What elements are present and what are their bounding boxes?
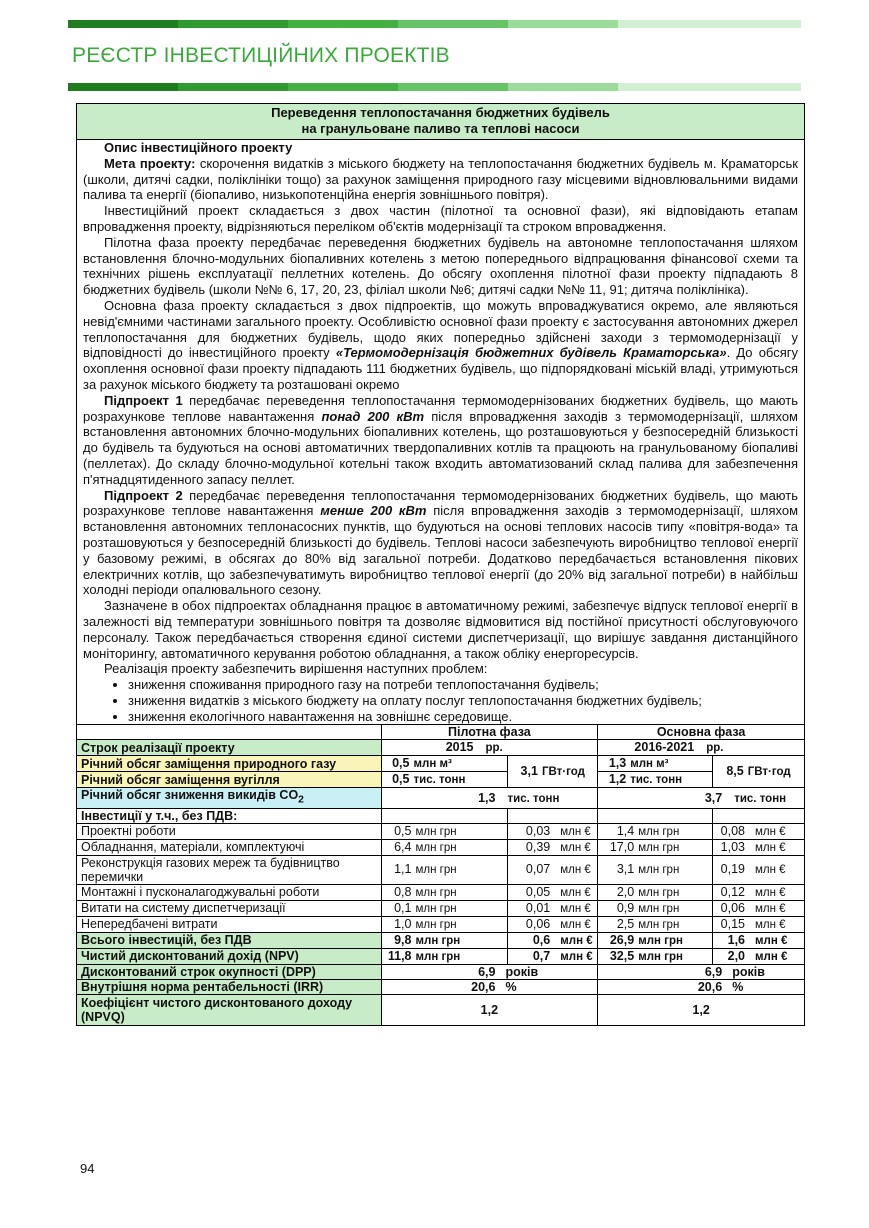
term-label: Строк реалізації проекту <box>77 740 382 756</box>
table-row: Чистий дисконтований дохід (NPV) 11,8 млн грн 0,7 млн € 32,5 млн грн 2,0 млн € <box>77 948 805 964</box>
col-pilot-header: Пілотна фаза <box>381 725 598 740</box>
investments-label: Інвестиції у т.ч., без ПДВ: <box>77 808 382 823</box>
description-heading: Опис інвестиційного проекту <box>104 140 293 155</box>
subproject-2-paragraph: Підпроект 2 передбачає переведення теплопостачання термомодернізованих бюджетних будівель, що мають розрахункове теплове навантаження менше 200 кВт після впровадження заходів з термомодернізації, шляхом встановлення автономних теплонасосних пунктів, що будуються на основі теплових насосів типу «повітря-вода» та розташовуються у безпосередній близькості до будівель. Теплові насоси забезпечують виробництво теплової енергії у базовому режимі, в обсягах до 80% від загальної потреби. Додатково передбачається встановлення пікових електричних котлів, що забезпечуватимуть виробництво теплової енергії (до 20% від загальної потреби) в найбільш холодні періоди опалювального сезону. <box>83 487 799 598</box>
table-row: Річний обсяг заміщення вугілля 0,5 тис. тонн 1,2 тис. тонн <box>77 772 805 788</box>
page-number: 94 <box>80 1161 95 1176</box>
table-row: Внутрішня норма рентабельності (IRR) 20,6 % 20,6 % <box>77 979 805 994</box>
table-row: Річний обсяг заміщення природного газу 0,5 млн м³ 3,1 ГВт·год 1,3 млн м³ 8,5 ГВт·год <box>77 756 805 772</box>
co2-label: Річний обсяг зниження викидів $CO_2$ <box>77 788 382 809</box>
list-item: • зниження видатків з міського бюджету на оплату послуг теплопостачання бюджетних будівель; <box>128 693 798 709</box>
paragraph-3: Основна фаза проекту складається з двох підпроектів, що можуть впроваджуватися окремо, але являються невід'ємними частинами загального проекту. Особливістю основної фази проекту є застосування автономних джерел теплопостачання для бюджетних будівель, щодо яких попередньо здійснені заходи з термомодернізації у відповідності до інвестиційного проекту «Термомодернізація бюджетних будівель Краматорська». До обсягу охоплення основної фази проекту підпадають 111 бюджетних будівель, що підпорядковані міській владі, утримуються за рахунок міського бюджету та розташовані окремо <box>83 297 799 392</box>
table-row: Витати на систему диспетчеризації 0,1 млн грн 0,01 млн € 0,9 млн грн 0,06 млн € <box>77 900 805 916</box>
table-row: Всього інвестицій, без ПДВ 9,8 млн грн 0,6 млн € 26,9 млн грн 1,6 млн € <box>77 932 805 948</box>
table-row: Непередбачені витрати 1,0 млн грн 0,06 млн € 2,5 млн грн 0,15 млн € <box>77 916 805 932</box>
table-row: Строк реалізації проекту 2015 рр. 2016-2021 рр. <box>77 740 805 756</box>
table-row: Дисконтований строк окупності (DPP) 6,9 років 6,9 років <box>77 964 805 979</box>
header-band-top <box>68 20 801 28</box>
gas-label: Річний обсяг заміщення природного газу <box>77 756 382 772</box>
table-row: Обладнання, матеріали, комплектуючі 6,4 млн грн 0,39 млн € 17,0 млн грн 1,03 млн € <box>77 839 805 855</box>
list-item: • зниження екологічного навантаження на зовнішнє середовище. <box>128 709 798 725</box>
goal-paragraph: Мета проекту: скорочення видатків з міського бюджету на теплопостачання бюджетних будівель м. Краматорськ (школи, дитячі садки, поліклініки тощо) за рахунок заміщення природного газу місцевими відновлювальними видами палива та енергії (біопаливо, низькопотенційна енергія зовнішнього повітря). <box>83 155 798 203</box>
table-row: Коефіцієнт чистого дисконтованого доходу (NPVQ) 1,2 1,2 <box>77 994 805 1025</box>
table-row: Проектні роботи 0,5 млн грн 0,03 млн € 1,4 млн грн 0,08 млн € <box>77 823 805 839</box>
main-term: 2016-2021 <box>634 740 695 755</box>
npv-label: Чистий дисконтований дохід (NPV) <box>77 948 382 964</box>
paragraph-7: Реалізація проекту забезпечить вирішення наступних проблем: <box>104 661 488 677</box>
col-main-header: Основна фаза <box>598 725 805 740</box>
project-card <box>76 103 805 1026</box>
table-row: Річний обсяг зниження викидів $CO_2$ 1,3 тис. тонн 3,7 тис. тонн <box>77 788 805 809</box>
coal-label: Річний обсяг заміщення вугілля <box>77 772 382 788</box>
subproject-1-paragraph: Підпроект 1 передбачає переведення теплопостачання термомодернізованих бюджетних будівель, що мають розрахункове теплове навантаження понад 200 кВт після впровадження заходів з термомодернізації, шляхом встановлення автономних блочно-модульних біопаливних котелень, що розташовуються у безпосередній близькості до будівель та будуються на основі автоматичних твердопаливних котлів та працюють на гранульованому біопаливі (пеллетах). До складу блочно-модульної котельні також входить автоматизований склад палива для забезпечення п'ятнадцятиденного запасу пеллет. <box>83 392 798 487</box>
npvq-label: Коефіцієнт чистого дисконтованого доходу (NPVQ) <box>77 994 382 1025</box>
paragraph-2: Пілотна фаза проекту передбачає переведення бюджетних будівель на автономне теплопостачання шляхом встановлення блочно-модульних біопаливних котелень з метою попереднього відпрацювання фінансової схеми та технічних рішень експлуатації пеллетних котелень. До обсягу охоплення пілотної фази проекту підпадають 8 бюджетних будівель (школи №№ 6, 17, 20, 23, філіал школи №6; дитячі садки №№ 11, 91; дитяча поліклініка). <box>83 234 798 298</box>
table-header-row <box>77 725 805 740</box>
pilot-term: 2015 <box>445 740 474 755</box>
paragraph-6: Зазначене в обох підпроектах обладнання працює в автоматичному режимі, забезпечує відпуск теплової енергії в залежності від температури зовнішнього повітря та дозволяє відмовитися від постійної присутності обслуговуючого персоналу. Також передбачається створення єдиної системи диспетчеризації, що вирішує завдання дистанційного моніторингу, автоматичного керування роботою обладнання, а також обліку енергоресурсів. <box>83 598 798 661</box>
project-title: Переведення теплопостачання бюджетних будівель на гранульоване паливо та теплові насоси <box>76 103 805 140</box>
irr-label: Внутрішня норма рентабельності (IRR) <box>77 979 382 994</box>
project-description <box>76 140 805 724</box>
indicators-table <box>76 724 805 1026</box>
list-item: • зниження споживання природного газу на потреби теплопостачання будівель; <box>128 677 798 693</box>
table-row <box>77 808 805 823</box>
page-title: РЕЄСТР ІНВЕСТИЦІЙНИХ ПРОЕКТІВ <box>72 44 450 67</box>
total-label: Всього інвестицій, без ПДВ <box>77 932 382 948</box>
paragraph-1: Інвестиційний проект складається з двох частин (пілотної та основної фази), які відповідають етапам впровадження проекту, відрізняються переліком об'єктів модернізації та строком впровадження. <box>83 203 798 234</box>
problems-list <box>83 677 798 724</box>
header-band-bottom <box>68 83 801 91</box>
dpp-label: Дисконтований строк окупності (DPP) <box>77 964 382 979</box>
table-row: Реконструкція газових мереж та будівництво перемички 1,1 млн грн 0,07 млн € 3,1 млн грн 0,19 млн € <box>77 855 805 884</box>
table-row: Монтажні і пусконалагоджувальні роботи 0,8 млн грн 0,05 млн € 2,0 млн грн 0,12 млн € <box>77 884 805 900</box>
